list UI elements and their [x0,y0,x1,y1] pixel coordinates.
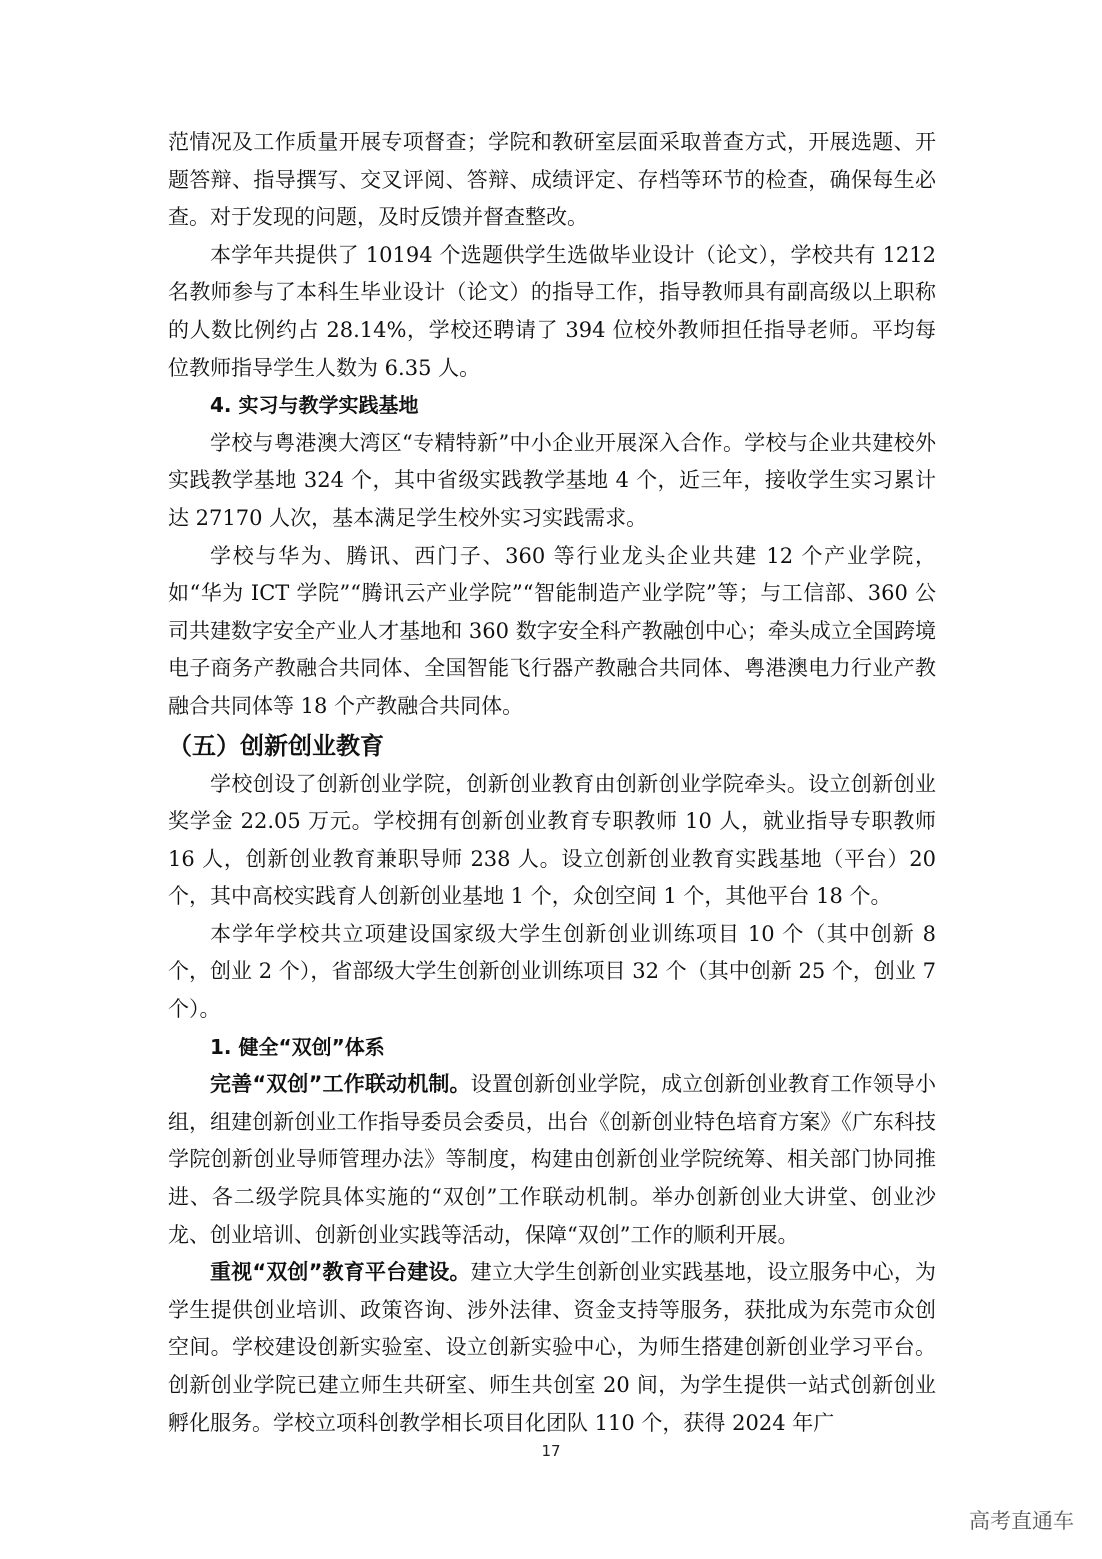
subheading-system: 1. 健全“双创”体系 [210,1034,385,1059]
paragraph-enterprise-cooperation: 学校与粤港澳大湾区“专精特新”中小企业开展深入合作。学校与企业共建校外实践教学基地 324 个，其中省级实践教学基地 4 个，近三年，接收学生实习累计达 27170 人次，基本满足学生校外实习实践需求。 [168,430,936,530]
lead-platform: 重视“双创”教育平台建设。 [210,1260,471,1285]
paragraph-innovation-college: 学校创设了创新创业学院，创新创业教育由创新创业学院牵头。设立创新创业奖学金 22.05 万元。学校拥有创新创业教育专职教师 10 人，就业指导专职教师 16 人，创新创业教育兼职导师 238 人。设立创新创业教育实践基地（平台）20 个，其中高校实践育人创新创业基地 1 个，众创空间 1 个，其他平台 18 个。 [168,771,936,909]
paragraph-platform-building [168,1254,936,1442]
document-body [168,124,936,1442]
paragraph-thesis-topics: 本学年共提供了 10194 个选题供学生选做毕业设计（论文），学校共有 1212 名教师参与了本科生毕业设计（论文）的指导工作，指导教师具有副高级以上职称的人数比例约占 28.14%，学校还聘请了 394 位校外教师担任指导老师。平均每位教师指导学生人数为 6.35 人。 [168,242,936,380]
paragraph-supervision: 范情况及工作质量开展专项督查；学院和教研室层面采取普查方式，开展选题、开题答辩、指导撰写、交叉评阅、答辩、成绩评定、存档等环节的检查，确保每生必查。对于发现的问题，及时反馈并督查整改。 [168,130,936,230]
section-heading-innovation: （五）创新创业教育 [168,731,384,760]
page-number: 17 [541,1442,561,1460]
subheading-internship: 4. 实习与教学实践基地 [210,393,419,418]
paragraph-industry-colleges: 学校与华为、腾讯、西门子、360 等行业龙头企业共建 12 个产业学院，如“华为 ICT 学院”“腾讯云产业学院”“智能制造产业学院”等；与工信部、360 公司共建数字安全产业人才基地和 360 数字安全科产教融创中心；牵头成立全国跨境电子商务产教融合共同体、全国智能飞行器产教融合共同体、粤港澳电力行业产教融合共同体等 18 个产教融合共同体。 [168,543,936,718]
body-platform: 建立大学生创新创业实践基地，设立服务中心，为学生提供创业培训、政策咨询、涉外法律、资金支持等服务，获批成为东莞市众创空间。学校建设创新实验室、设立创新实验中心，为师生搭建创新创业学习平台。创新创业学院已建立师生共研室、师生共创室 20 间，为学生提供一站式创新创业孵化服务。学校立项科创教学相长项目化团队 110 个，获得 2024 年广 [168,1260,936,1435]
paragraph-training-projects: 本学年学校共立项建设国家级大学生创新创业训练项目 10 个（其中创新 8 个，创业 2 个），省部级大学生创新创业训练项目 32 个（其中创新 25 个，创业 7 个）。 [168,921,936,1022]
watermark: 高考直通车 [969,1509,1074,1533]
body-linkage: 设置创新创业学院，成立创新创业教育工作领导小组，组建创新创业工作指导委员会委员，出台《创新创业特色培育方案》《广东科技学院创新创业导师管理办法》等制度，构建由创新创业学院统筹、相关部门协同推进、各二级学院具体实施的“双创”工作联动机制。举办创新创业大讲堂、创业沙龙、创业培训、创新创业实践等活动，保障“双创”工作的顺利开展。 [168,1072,936,1247]
lead-linkage: 完善“双创”工作联动机制。 [210,1072,471,1097]
paragraph-linkage-mechanism [168,1066,936,1254]
